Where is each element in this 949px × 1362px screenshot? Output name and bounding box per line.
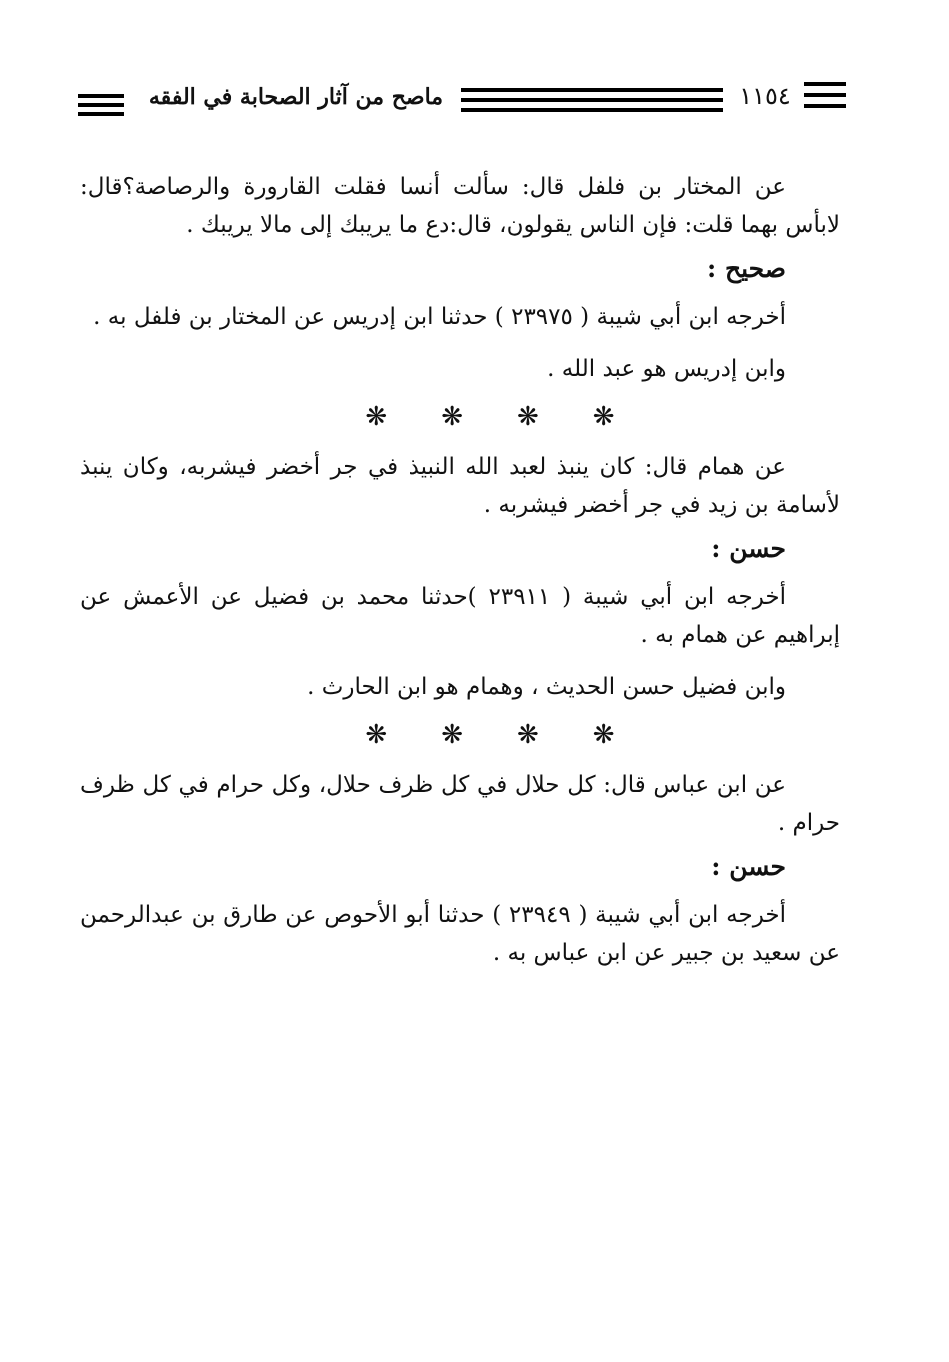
header-rule-left	[78, 94, 124, 116]
running-title: ماصح من آثار الصحابة في الفقه	[148, 84, 444, 110]
header-rule-middle	[461, 88, 723, 112]
page-number: ١١٥٤	[739, 82, 791, 110]
takhrij-text: أخرجه ابن أبي شيبة ( ٢٣٩٤٩ ) حدثنا أبو الأحوص عن طارق بن عبدالرحمن عن سعيد بن جبير عن ابن عباس به .	[80, 902, 840, 966]
athar-text: عن همام قال: كان ينبذ لعبد الله النبيذ في جر أخضر فيشربه، وكان ينبذ لأسامة بن زيد في جر أخضر فيشربه .	[80, 454, 840, 518]
star-ornament-icon: ❋	[592, 720, 615, 750]
grade-label: صحيح :	[707, 254, 786, 283]
athar-text: عن ابن عباس قال: كل حلال في كل ظرف حلال، وكل حرام في كل ظرف حرام .	[80, 772, 840, 836]
section-separator	[80, 716, 840, 754]
star-ornament-icon: ❋	[365, 720, 388, 750]
page-header	[78, 78, 846, 126]
narrator-note: وابن فضيل حسن الحديث ، وهمام هو ابن الحارث .	[307, 674, 786, 700]
grade-label: حسن :	[711, 534, 786, 563]
star-ornament-icon: ❋	[441, 720, 463, 750]
narrator-note: وابن إدريس هو عبد الله .	[547, 356, 786, 382]
athar-text: عن المختار بن فلفل قال: سألت أنسا فقلت القارورة والرصاصة؟قال: لابأس بهما قلت: فإن الناس يقولون، قال:دع ما يريبك إلى مالا يريبك .	[80, 174, 840, 238]
star-ornament-icon: ❋	[441, 402, 463, 432]
page-body	[80, 168, 840, 972]
takhrij-text: أخرجه ابن أبي شيبة ( ٢٣٩٧٥ ) حدثنا ابن إدريس عن المختار بن فلفل به .	[93, 304, 786, 330]
takhrij-text: أخرجه ابن أبي شيبة ( ٢٣٩١١ )حدثنا محمد بن فضيل عن الأعمش عن إبراهيم عن همام به .	[80, 584, 840, 648]
star-ornament-icon: ❋	[365, 402, 388, 432]
header-rule-right	[804, 82, 846, 108]
grade-label: حسن :	[711, 852, 786, 881]
star-ornament-icon: ❋	[592, 402, 615, 432]
star-ornament-icon: ❋	[517, 720, 539, 750]
star-ornament-icon: ❋	[517, 402, 539, 432]
section-separator	[80, 398, 840, 436]
